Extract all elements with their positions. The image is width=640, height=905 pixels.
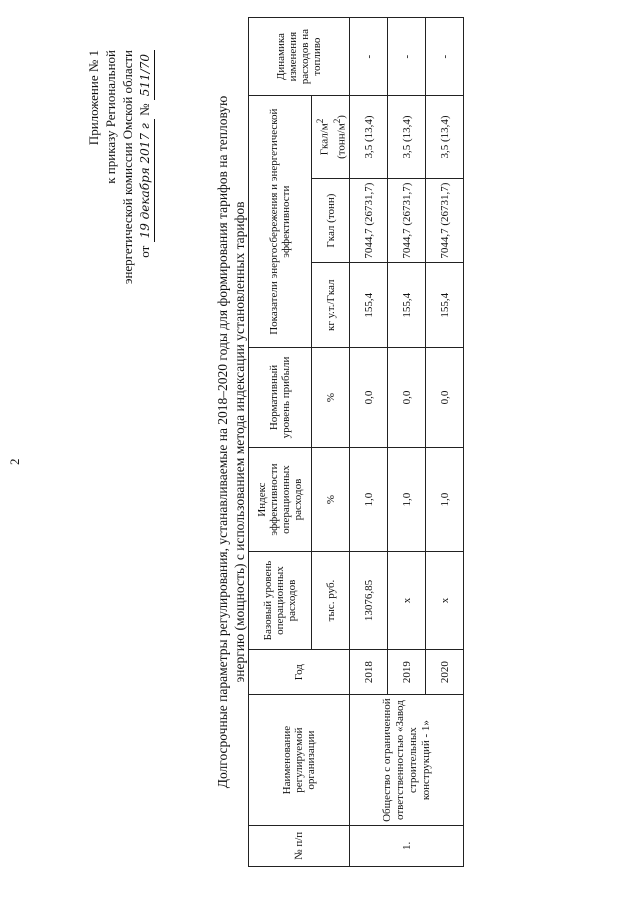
unit-profit: %	[312, 348, 350, 448]
cell-index: 1,0	[426, 447, 464, 551]
unit-gcal-m2: Гкал/$м^2$ $(тонн/м^2)$	[312, 96, 350, 179]
cell-fuel: 155,4	[350, 263, 388, 348]
cell-base: 13076,85	[350, 552, 388, 650]
appendix-line-3: энергетической комиссии Омской области	[120, 50, 135, 285]
unit-fuel: кг у.т./Гкал	[312, 263, 350, 348]
appendix-date-line	[136, 50, 155, 284]
header-base: Базовый уровень операционных расходов	[249, 552, 312, 650]
title-line-1: Долгосрочные параметры регулирования, устанавливаемые на 2018–2020 годы для формирования тарифов на тепловую	[215, 95, 230, 789]
table-row	[350, 18, 388, 867]
handwritten-date: 19 декабря 2017 г	[137, 119, 155, 242]
page-number: 2	[7, 458, 22, 465]
handwritten-number: 511/70	[137, 50, 155, 100]
header-energy: Показатели энергосбережения и энергетической эффективности	[249, 96, 312, 348]
unit-index: %	[312, 447, 350, 551]
cell-dynamics: -	[426, 18, 464, 96]
appendix-line-1: Приложение № 1	[86, 50, 101, 146]
header-num: № п/п	[249, 825, 350, 866]
header-org: Наименование регулируемой организации	[249, 695, 350, 825]
cell-gcal-m2: 3,5 (13,4)	[388, 96, 426, 179]
cell-index: 1,0	[388, 447, 426, 551]
cell-fuel: 155,4	[388, 263, 426, 348]
parameters-table	[248, 17, 464, 867]
cell-gcal: 7044,7 (26731,7)	[426, 178, 464, 263]
cell-dynamics: -	[350, 18, 388, 96]
header-row	[249, 18, 312, 867]
header-index: Индекс эффективности операционных расходов	[249, 447, 312, 551]
cell-index: 1,0	[350, 447, 388, 551]
cell-base: x	[426, 552, 464, 650]
cell-profit: 0,0	[350, 348, 388, 448]
appendix-block	[85, 50, 155, 284]
title-line-2: энергию (мощность) с использованием метода индексации установленных тарифов	[232, 201, 247, 683]
org-name: Общество с ограниченной ответственностью «Завод строительных конструкций - 1»	[350, 695, 464, 825]
header-year: Год	[249, 649, 350, 695]
appendix-line-2: к приказу Региональной	[103, 50, 118, 184]
cell-year: 2018	[350, 649, 388, 695]
cell-gcal-m2: 3,5 (13,4)	[426, 96, 464, 179]
unit-base: тыс. руб.	[312, 552, 350, 650]
cell-profit: 0,0	[426, 348, 464, 448]
cell-fuel: 155,4	[426, 263, 464, 348]
document-title	[214, 17, 248, 867]
cell-year: 2020	[426, 649, 464, 695]
header-profit: Нормативный уровень прибыли	[249, 348, 312, 448]
date-prefix: от	[137, 245, 152, 258]
org-num: 1.	[350, 825, 464, 866]
cell-dynamics: -	[388, 18, 426, 96]
cell-profit: 0,0	[388, 348, 426, 448]
cell-gcal: 7044,7 (26731,7)	[388, 178, 426, 263]
cell-gcal: 7044,7 (26731,7)	[350, 178, 388, 263]
unit-gcal: Гкал (тонн)	[312, 178, 350, 263]
number-prefix: №	[137, 103, 152, 116]
cell-gcal-m2: 3,5 (13,4)	[350, 96, 388, 179]
cell-year: 2019	[388, 649, 426, 695]
cell-base: x	[388, 552, 426, 650]
header-dynamics: Динамика изменения расходов на топливо	[249, 18, 350, 96]
